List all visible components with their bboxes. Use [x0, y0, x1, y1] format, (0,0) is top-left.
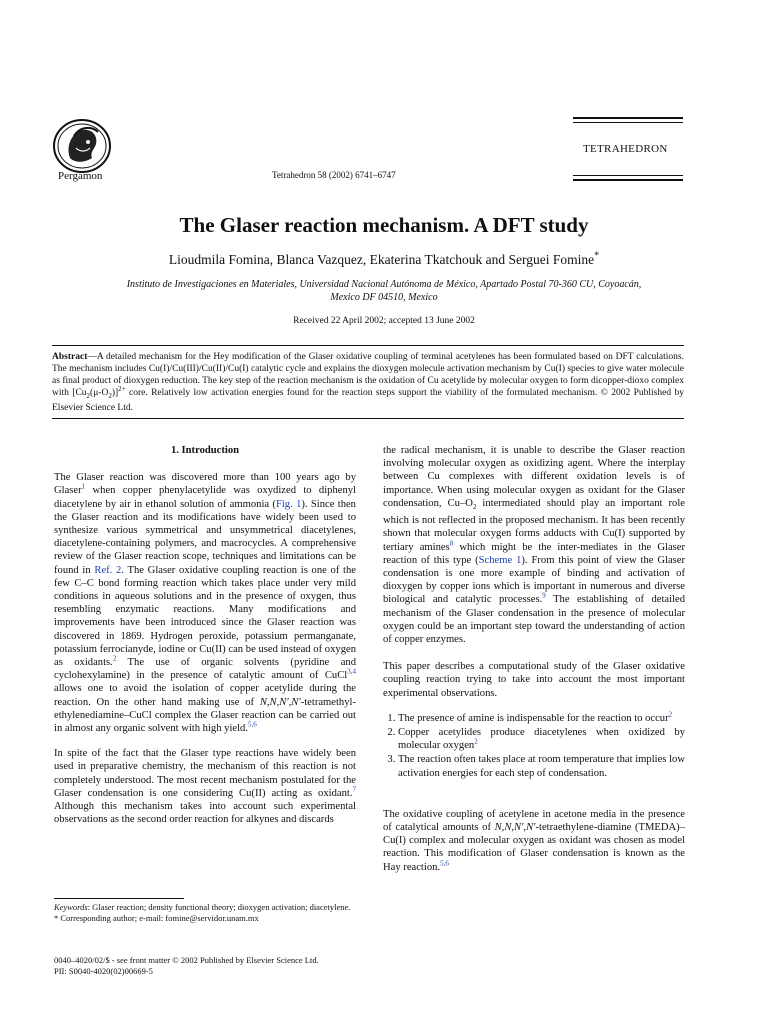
text: the radical mechanism, it is unable to describe the Glaser reaction involving molecular oxygen as oxidizing agent. Where the interplay between Cu complexes with different oxidation levels is of importance. When using molecular oxygen as oxidant for the Glaser condensation, Cu–O [383, 445, 685, 509]
text: The establishing of detailed mechanism of the Glaser condensation in the presence of molecular oxygen could be an important step toward the understanding of action of copper enzymes. [383, 594, 686, 645]
paragraph [383, 808, 685, 874]
citation-link[interactable]: 3,4 [347, 667, 356, 676]
citation-link[interactable]: 2 [668, 710, 673, 719]
copyright-line: 0040–4020/02/$ - see front matter © 2002 Published by Elsevier Science Ltd. [54, 955, 319, 965]
citation-link[interactable]: 2 [112, 654, 117, 663]
text: N,N,N′,N′ [494, 821, 536, 833]
text: In spite of the fact that the Glaser type reactions have widely been used in preparative chemistry, the mechanism of this reaction is not completely understood. The most recent mechanism postulated for the Glaser condensation is one considering Cu(II) acting as oxidant. [54, 748, 356, 799]
corresponding-author: * Corresponding author; e-mail: fomine@servidor.unam.mx [54, 913, 259, 923]
journal-rule-top [573, 117, 683, 119]
author-list [0, 252, 768, 268]
keywords-label: Keywords [54, 902, 88, 912]
text: The presence of amine is indispensable for the reaction to occur [398, 712, 669, 724]
list-item: 3. The reaction often takes place at room temperature that implies low activation energies for each step of condensation. [398, 753, 685, 779]
text: Copper acetylides produce diacetylenes when oxidized by molecular oxygen [398, 726, 685, 752]
affiliation [64, 278, 704, 304]
citation-link[interactable]: 8 [449, 539, 454, 547]
copyright-block [54, 955, 319, 977]
text: which might be the inter-mediates in the Glaser reaction of this type ( [383, 541, 686, 566]
paragraph [54, 471, 356, 735]
footnote [54, 902, 356, 924]
text: N,N,N′,N′ [259, 696, 301, 708]
text: -tetramethyl-ethylenediamine–CuCl complex the Glaser reaction can be carried out in almost any organic solvent with high yield. [54, 696, 356, 735]
abstract-subscript: 2 [86, 391, 91, 400]
abstract-superscript: 2+ [118, 384, 126, 393]
abstract-rule-bottom [52, 418, 684, 419]
received-dates: Received 22 April 2002; accepted 13 June 2002 [293, 316, 475, 326]
authors-text: Lioudmila Fomina, Blanca Vazquez, Ekaterina Tkatchouk and Serguei Fomine [168, 252, 595, 267]
pii-line: PII: S0040-4020(02)00669-5 [54, 966, 153, 976]
right-column [383, 444, 685, 886]
citation-link[interactable]: 9 [542, 591, 546, 600]
pergamon-logo-icon [52, 118, 112, 174]
list-item [398, 712, 685, 725]
left-column [54, 444, 356, 838]
journal-name: TETRAHEDRON [583, 143, 668, 155]
text: ). From this point of view the Glaser condensation is one more example of binding and activation of dioxygen by copper ions which is important in numerous and diverse biological and catalytic processes. [383, 554, 686, 606]
text: allows one to avoid the isolation of copper acetylide during the reaction. On the other hand making use of [54, 683, 356, 708]
list-item [398, 726, 685, 752]
paragraph: This paper describes a computational study of the Glaser oxidative coupling reaction trying to take into account the most important experimental observations. [383, 661, 685, 699]
journal-rule-bottom [573, 179, 683, 181]
scheme-link[interactable]: Scheme 1 [478, 554, 522, 566]
abstract-subscript: 2 [108, 391, 112, 400]
text: The Glaser reaction was discovered more than 100 years ago by Glaser [54, 472, 356, 497]
abstract-label: Abstract [52, 352, 88, 362]
paragraph [383, 444, 685, 646]
text: . The Glaser oxidative coupling reaction is one of the few C–C bond forming reaction which takes place under very mild conditions in aqueous solutions and in the presence of oxygen, thus resembling enzymatic reactions. Many modifications and improvements have been introduced since the Glaser reaction was discovered in 1869. Hydrogen peroxide, potassium permanganate, potassium ferrocianyde, iodine or Cu(II) can be used instead of oxygen as oxidants. [54, 564, 356, 669]
abstract-text: —A detailed mechanism for the Hey modification of the Glaser oxidative coupling of terminal acetylenes has been formulated based on DFT calculations. The mechanism includes Cu(I)/Cu(III)/Cu(II)/Cu(I) catalytic cycle and explains the dioxygen molecule activation mechanism by Cu(I) species to give water molecule as final product of dioxygen reduction. The key step of the reaction mechanism is the oxidation of Cu acetylide by molecular oxygen to form dicopper-dioxo complex with [Cu [52, 352, 684, 398]
section-heading: 1. Introduction [170, 445, 240, 456]
footnote-rule [54, 898, 184, 899]
text: Although this mechanism takes into account such experimental observations as the second order reaction for alkynes and discards [54, 801, 356, 826]
corresponding-mark: * [594, 250, 600, 262]
text: ). Since then the Glaser reaction and its modifications have widely been used to synthesize various symmetrical and unsymmetrical diacetylenes, diacetylene-containing polymers, and macrocycles. A comprehensive review of the Glaser reaction scope, techniques and limitations can be found in [54, 498, 356, 576]
abstract-rule-top [52, 345, 684, 346]
abstract [52, 351, 684, 414]
citation-link[interactable]: 1 [81, 482, 86, 491]
text: 2 [472, 502, 477, 511]
figure-link[interactable]: Fig. 1 [275, 498, 302, 510]
abstract-text: )] [111, 388, 119, 398]
keywords [54, 902, 356, 913]
text: The oxidative coupling of acetylene in acetone media in the presence of catalytical amounts of [383, 808, 685, 833]
text: when copper phenylacetylide was oxydized to diphenyl diacetylene by air in ethanol solution of ammonia ( [54, 485, 356, 510]
citation-link[interactable]: 7 [352, 785, 356, 794]
article-title: The Glaser reaction mechanism. A DFT study [179, 213, 589, 237]
citation-link[interactable]: 5,6 [248, 720, 257, 729]
affiliation-line-1: Instituto de Investigaciones en Materiales, Universidad Nacional Autónoma de México, Apartado Postal 70-360 CU, Coyoacán, [126, 279, 642, 290]
journal-rule-top-thin [573, 122, 683, 123]
text: intermediated should play an important role which is not reflected in the proposed mechanism. It has been recently shown that molecular oxygen forms adducts with Cu(I) supported by tertiary amines [383, 497, 685, 553]
text: The use of organic solvents (pyridine and cyclohexylamine) in the presence of catalytic amount of CuCl [54, 657, 356, 682]
text: -tetraethylene-diamine (TMEDA)–Cu(I) complex and molecular oxygen as oxidant was chosen as model reaction. This modification of Glaser condensation is known as the Hay reaction. [383, 821, 685, 873]
citation-link[interactable]: 2 [474, 737, 478, 746]
paragraph [54, 747, 356, 826]
observation-list [383, 712, 685, 780]
journal-rule-bottom-thin [573, 175, 683, 176]
keywords-text: : Glaser reaction; density functional theory; dioxygen activation; diacetylene. [87, 902, 351, 912]
reference-link[interactable]: Ref. 2 [94, 564, 122, 576]
abstract-text: core. Relatively low activation energies found for the reaction steps support the viability of the formulated mechanism. © 2002 Published by Elsevier Science Ltd. [52, 388, 684, 413]
affiliation-line-2: Mexico DF 04510, Mexico [330, 292, 438, 303]
abstract-text: (μ-O [90, 388, 109, 398]
journal-citation: Tetrahedron 58 (2002) 6741–6747 [272, 170, 396, 180]
publisher-name: Pergamon [58, 170, 103, 182]
citation-link[interactable]: 5,6 [440, 859, 449, 868]
